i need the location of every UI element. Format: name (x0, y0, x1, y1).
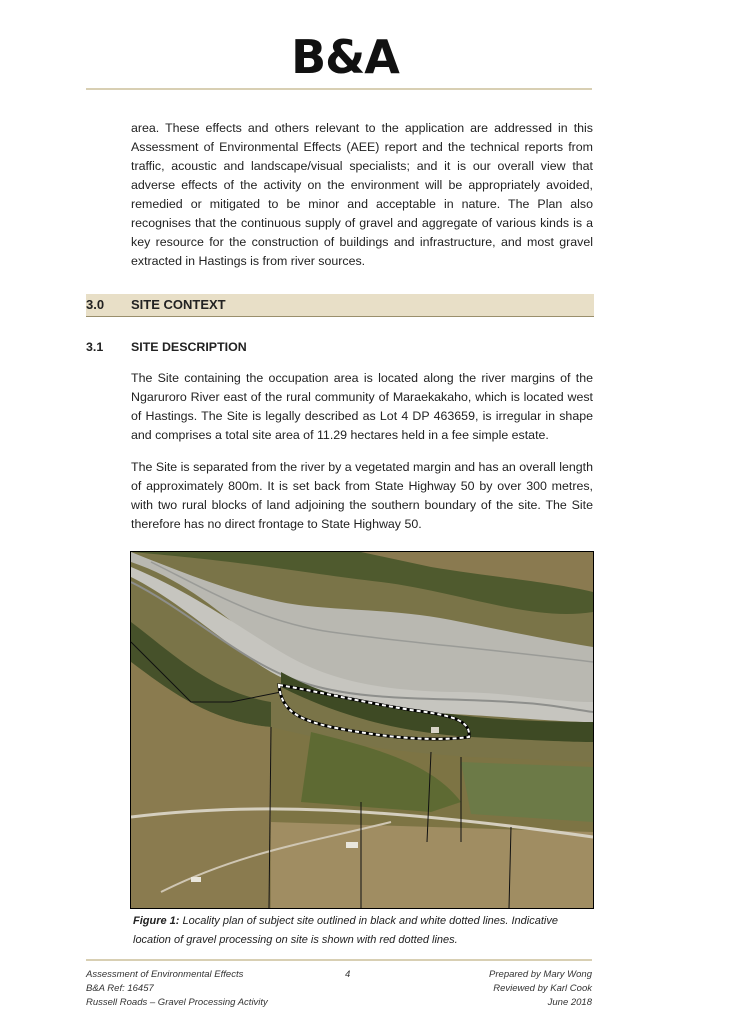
section-heading (86, 294, 594, 317)
company-logo: B&A (291, 30, 399, 84)
footer-left (86, 968, 268, 1010)
footer-right (489, 968, 592, 1010)
figure-caption-text: Locality plan of subject site outlined in black and white dotted lines. Indicative location of gravel processing on site is shown with red dotted lines. (133, 915, 558, 946)
aerial-photo (131, 552, 593, 908)
footer-document-title: Assessment of Environmental Effects (86, 969, 244, 980)
footer-date: June 2018 (547, 997, 592, 1008)
footer-reference: B&A Ref: 16457 (86, 983, 154, 994)
section-title: SITE CONTEXT (131, 297, 226, 312)
page-number: 4 (345, 969, 351, 980)
section-number: 3.0 (86, 297, 105, 312)
subsection-title: SITE DESCRIPTION (131, 340, 247, 354)
footer-project: Russell Roads – Gravel Processing Activity (86, 997, 268, 1008)
subsection-number: 3.1 (86, 340, 104, 354)
header-divider (86, 88, 592, 90)
footer-divider (86, 959, 592, 961)
figure-caption (133, 912, 593, 950)
footer-reviewed-by: Reviewed by Karl Cook (493, 983, 592, 994)
footer-prepared-by: Prepared by Mary Wong (489, 969, 592, 980)
intro-paragraph: area. These effects and others relevant to the application are addressed in this Assessment of Environmental Effects (AEE) report and the technical reports from traffic, acoustic and landscape/visual specialists; and it is our overall view that adverse effects of the activity on the environment will be appropriately avoided, remedied or mitigated to be minor and acceptable in nature. The Plan also recognises that the continuous supply of gravel and aggregate of various kinds is a key resource for the construction of buildings and infrastructure, and most gravel extracted in Hastings is from river sources. (131, 121, 593, 268)
site-paragraph-2: The Site is separated from the river by a vegetated margin and has an overall length of approximately 800m. It is set back from State Highway 50 by over 300 metres, with two rural blocks of land adjoining the southern boundary of the site. The Site therefore has no direct frontage to State Highway 50. (131, 460, 593, 531)
locality-aerial-map (130, 551, 594, 909)
site-paragraph-1: The Site containing the occupation area is located along the river margins of the Ngaruroro River east of the rural community of Maraekakaho, which is located west of Hastings. The Site is legally described as Lot 4 DP 463659, is irregular in shape and comprises a total site area of 11.29 hectares held in a fee simple estate. (131, 371, 593, 442)
figure-caption-label: Figure 1: (133, 915, 180, 927)
